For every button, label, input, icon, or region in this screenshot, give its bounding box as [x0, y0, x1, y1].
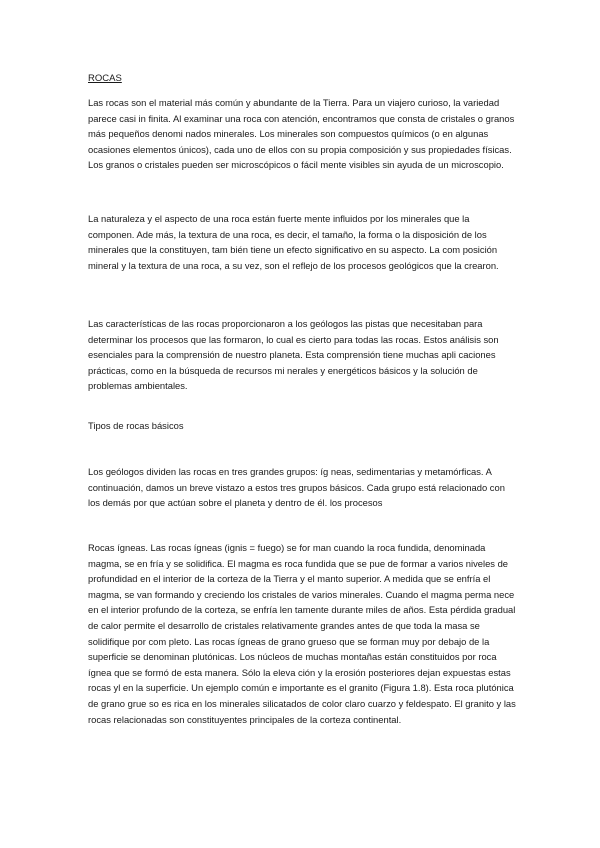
- document-title: ROCAS: [88, 73, 122, 84]
- section-paragraph-1: Los geólogos dividen las rocas en tres grandes grupos: íg neas, sedimentarias y metamórficas. A continuación, damos un breve vistazo a estos tres grupos básicos. Cada grupo está relacionado con los demás por que actúan sobre el planeta y dentro de él. los procesos: [88, 466, 505, 509]
- paragraph-1: Las rocas son el material más común y abundante de la Tierra. Para un viajero curioso, la variedad parece casi in finita. Al examinar una roca con atención, encontramos que consta de cristales o granos más pequeños denomi nados minerales. Los minerales son compuestos químicos (o en algunas ocasiones elementos únicos), cada uno de ellos con su propia composición y sus propiedades físicas. Los granos o cristales pueden ser microscópicos o fácil mente visibles sin ayuda de un microscopio.: [88, 97, 515, 171]
- section-paragraph-2: Rocas ígneas. Las rocas ígneas (ignis = fuego) se for man cuando la roca fundida, denominada magma, se en fría y se solidifica. El magma es roca fundida que se pue de formar a varios niveles de profundidad en el interior de la corteza de la Tierra y el manto superior. A medida que se enfría el magma, se van formando y creciendo los cristales de varios minerales. Cuando el magma perma nece en el interior profundo de la corteza, se enfría len tamente durante miles de años. Esta pérdida gradual de calor permite el desarrollo de cristales relativamente grandes antes de que toda la masa se solidifique por com pleto. Las rocas ígneas de grano grueso que se forman muy por debajo de la superficie se denominan plutónicas. Los núcleos de muchas montañas están constituidos por roca ígnea que se formó de esta manera. Sólo la eleva ción y la erosión posteriores dejan expuestas estas rocas yl en la superficie. Un ejemplo común e importante es el granito (Figura 1.8). Esta roca plutónica de grano grue so es rica en los minerales silicatados de color claro cuarzo y feldespato. El granito y las rocas relacionadas son constituyentes principales de la corteza continental.: [88, 542, 516, 725]
- paragraph-3: Las características de las rocas proporcionaron a los geólogos las pistas que necesitaban para determinar los procesos que las formaron, lo cual es cierto para todas las rocas. Estos análisis son esenciales para la comprensión de nuestro planeta. Esta comprensión tiene muchas apli caciones prácticas, como en la búsqueda de recursos mi nerales y energéticos básicos y la solución de problemas ambientales.: [88, 318, 499, 392]
- section-heading: Tipos de rocas básicos: [88, 420, 184, 431]
- paragraph-2: La naturaleza y el aspecto de una roca están fuerte mente influidos por los minerales que la componen. Ade más, la textura de una roca, es decir, el tamaño, la forma o la disposición de los minerales que la constituyen, tam bién tiene un efecto significativo en su aspecto. La com posición mineral y la textura de una roca, a su vez, son el reflejo de los procesos geológicos que la crearon.: [88, 213, 499, 271]
